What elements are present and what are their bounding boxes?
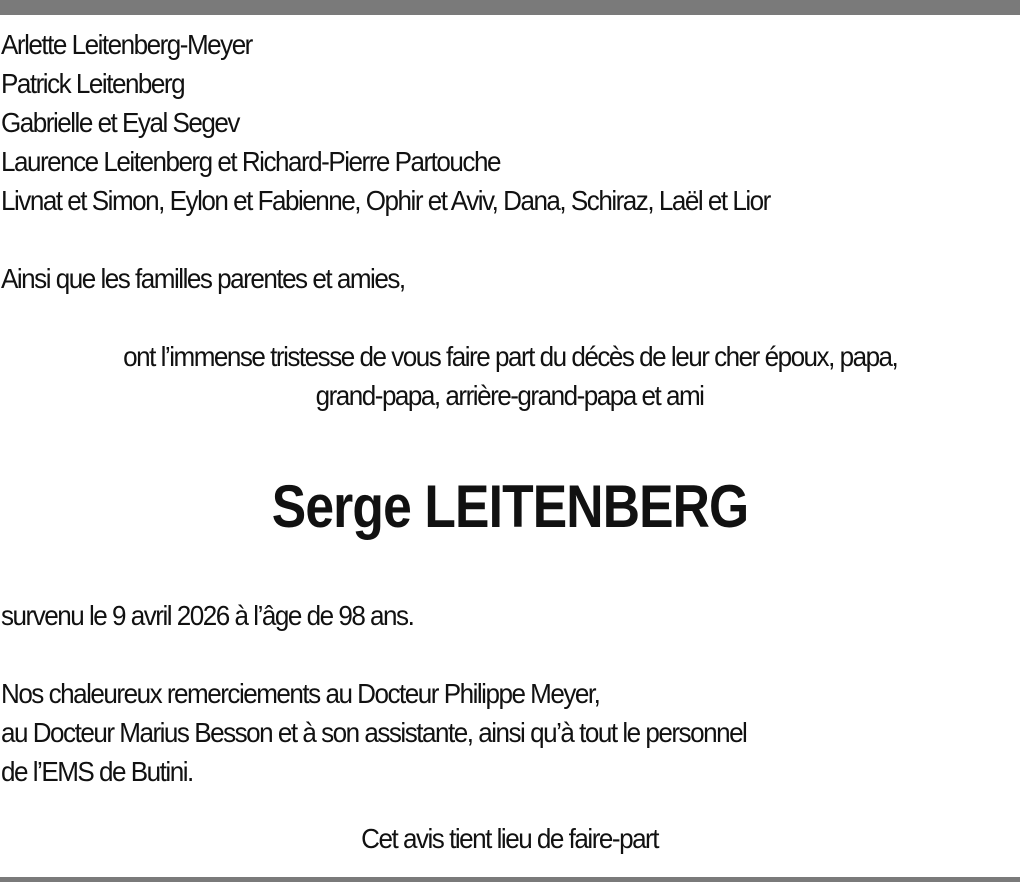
relatives-line: Ainsi que les familles parentes et amies,: [1, 263, 405, 294]
deceased-name: Serge LEITENBERG: [271, 473, 749, 540]
family-member-line: Laurence Leitenberg et Richard-Pierre Partouche: [1, 146, 500, 177]
family-member-line: Livnat et Simon, Eylon et Fabienne, Ophir et Aviv, Dana, Schiraz, Laël et Lior: [1, 185, 770, 216]
family-member-line: Gabrielle et Eyal Segev: [1, 107, 239, 138]
announcement-line: ont l’immense tristesse de vous faire part du décès de leur cher époux, papa,: [122, 341, 898, 372]
thanks-line: au Docteur Marius Besson et à son assistante, ainsi qu’à tout le personnel: [1, 717, 747, 748]
thanks-line: de l’EMS de Butini.: [1, 756, 193, 787]
bottom-divider: [0, 877, 1020, 882]
family-member-line: Patrick Leitenberg: [1, 68, 185, 99]
closing-line: Cet avis tient lieu de faire-part: [361, 823, 659, 854]
top-divider: [0, 0, 1020, 15]
death-info-line: survenu le 9 avril 2026 à l’âge de 98 ans.: [1, 600, 414, 631]
announcement-line: grand-papa, arrière-grand-papa et ami: [316, 380, 704, 411]
thanks-line: Nos chaleureux remerciements au Docteur Philippe Meyer,: [1, 678, 600, 709]
family-member-line: Arlette Leitenberg-Meyer: [1, 29, 252, 60]
